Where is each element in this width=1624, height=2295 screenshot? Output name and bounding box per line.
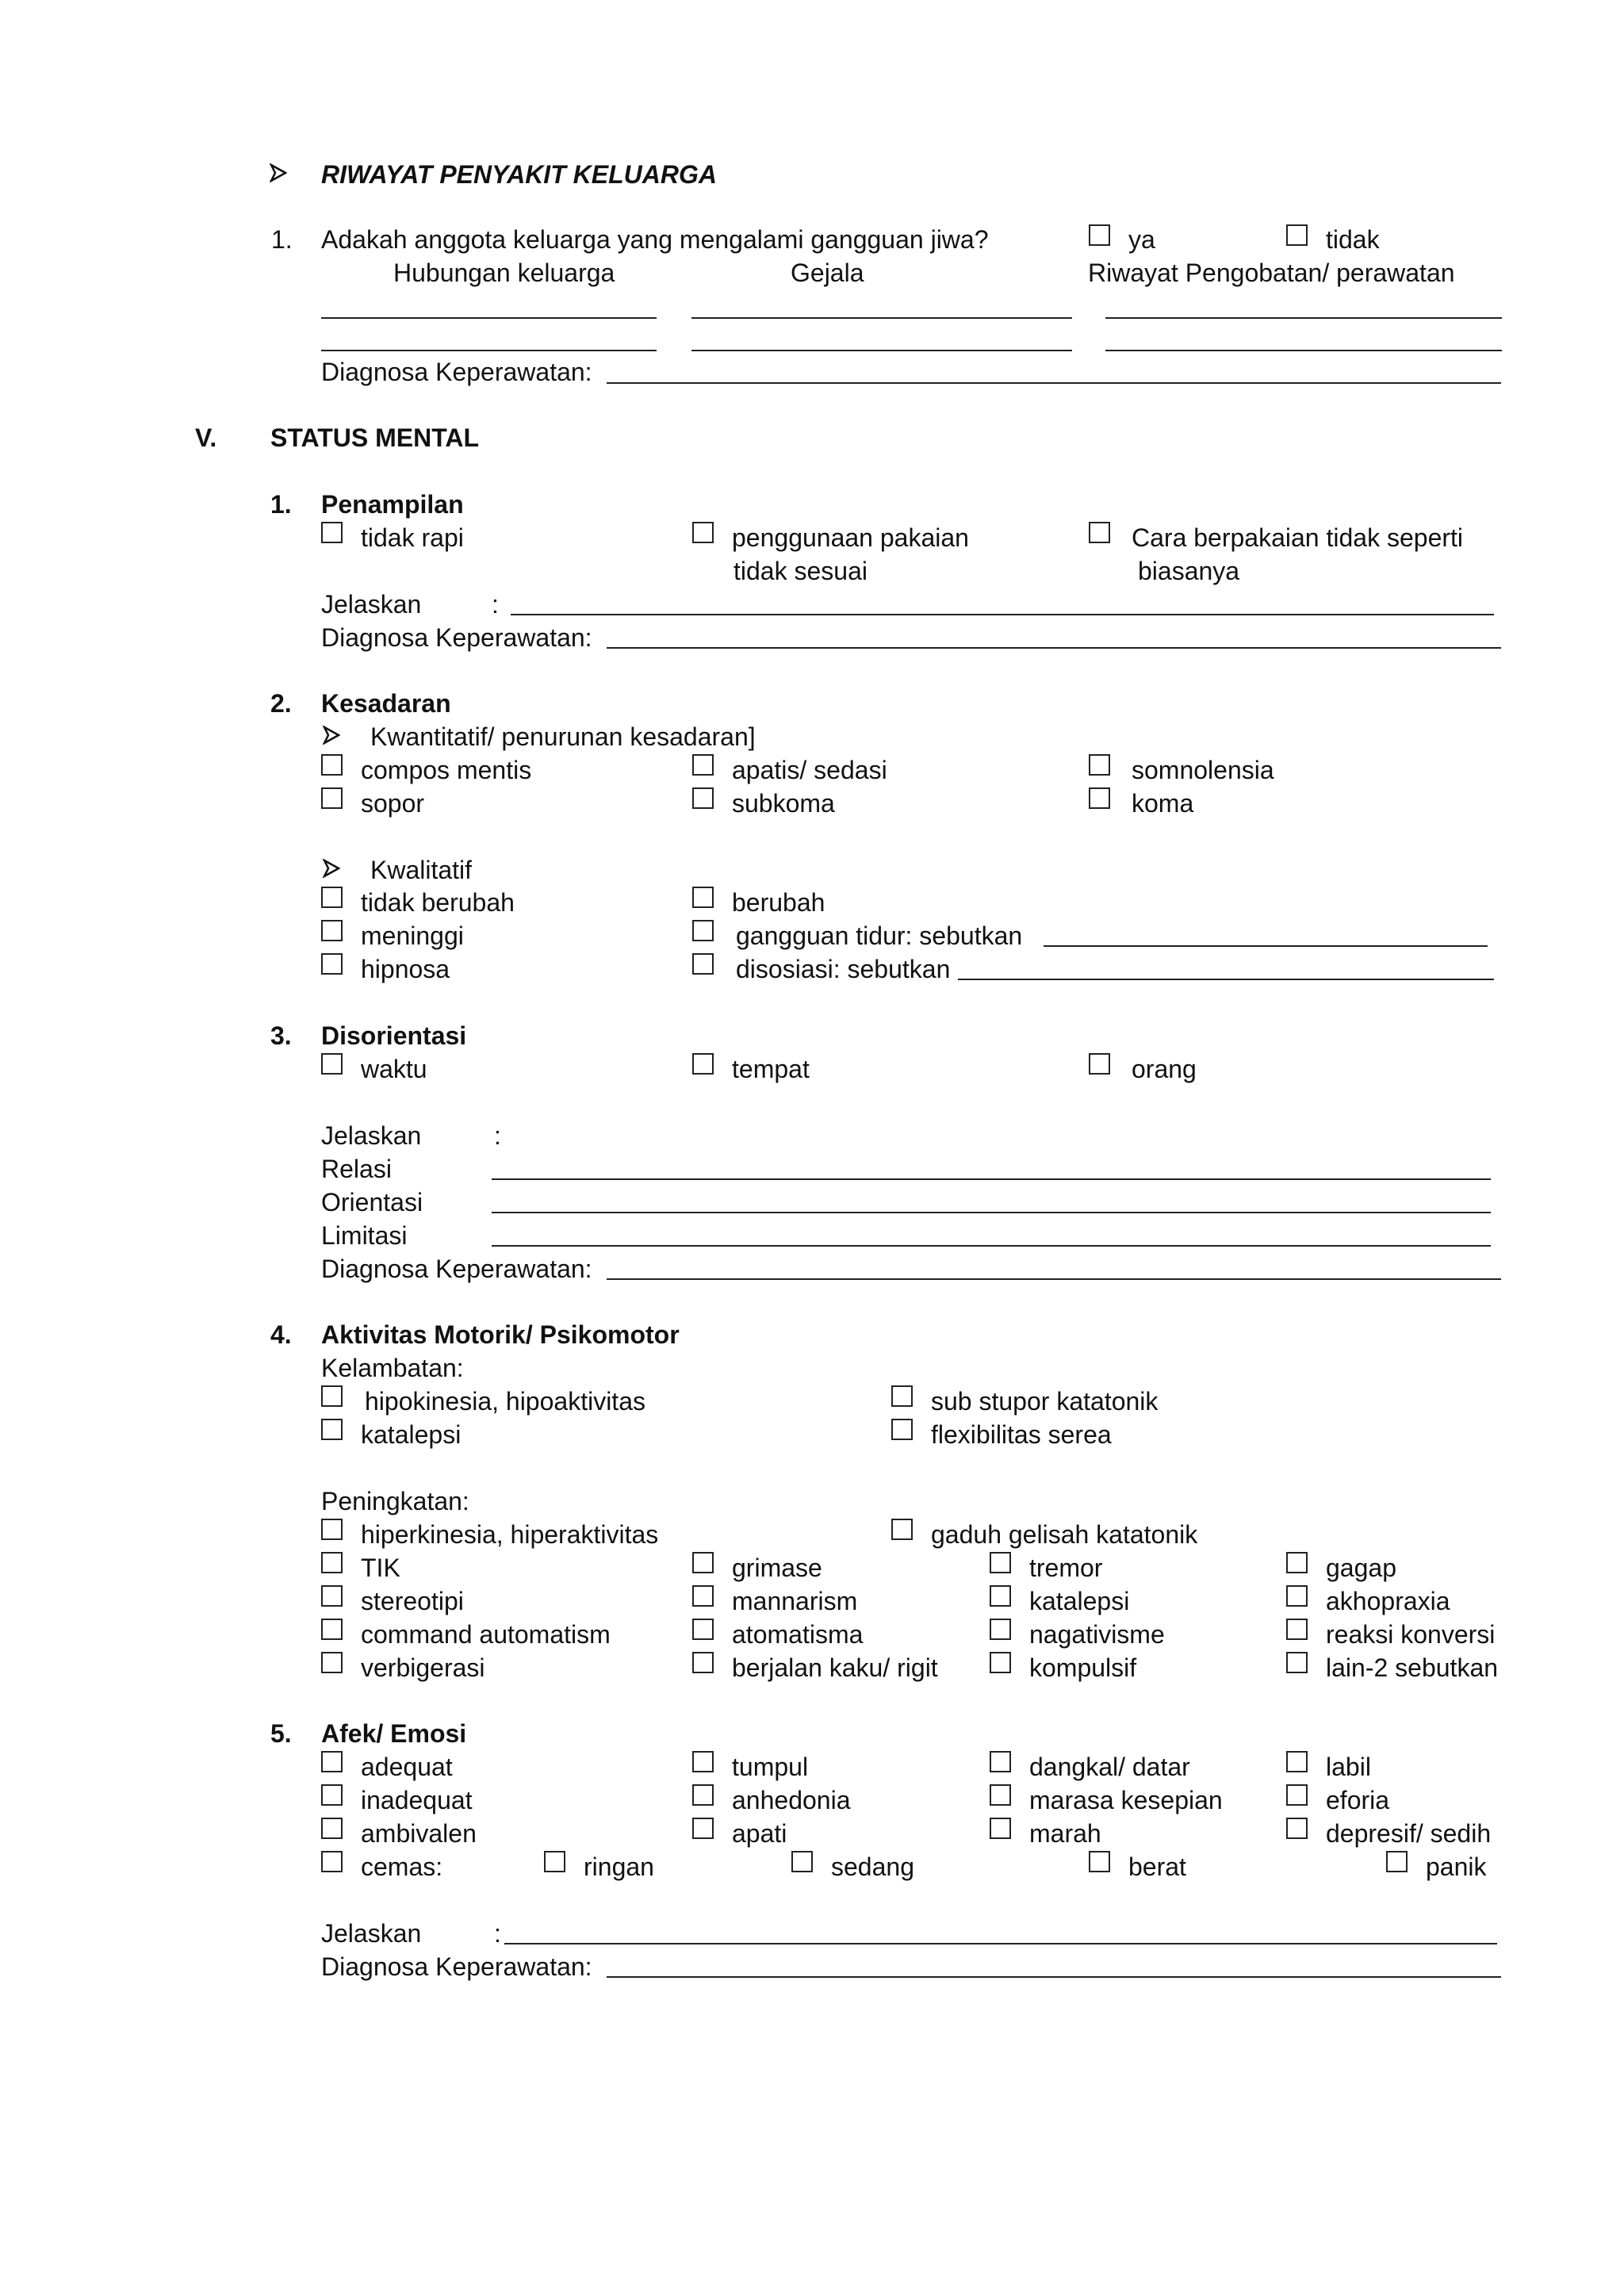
checkbox-tidak[interactable]	[1286, 224, 1308, 246]
checkbox-affect-option[interactable]	[1286, 1818, 1308, 1839]
qualitative-label: Kwalitatif	[370, 856, 473, 884]
checkbox-gaduh-gelisah[interactable]	[891, 1519, 913, 1540]
slowness-label: Kelambatan:	[321, 1354, 464, 1382]
checkbox-subkoma[interactable]	[692, 787, 714, 809]
checkbox-affect-option[interactable]	[1286, 1784, 1308, 1806]
treatment-line-1[interactable]	[1105, 317, 1502, 319]
checkbox-motor-option[interactable]	[321, 1619, 343, 1640]
label-disosiasi: disosiasi: sebutkan	[736, 955, 951, 983]
motor-option-label: reaksi konversi	[1326, 1620, 1496, 1649]
nursing-diagnosis-line[interactable]	[607, 382, 1501, 384]
section-number: V.	[195, 423, 217, 452]
motor-option-label: gagap	[1326, 1554, 1396, 1582]
checkbox-panik[interactable]	[1386, 1851, 1408, 1872]
label-tidak-rapi: tidak rapi	[361, 523, 464, 552]
checkbox-affect-option[interactable]	[321, 1818, 343, 1839]
checkbox-motor-option[interactable]	[1286, 1552, 1308, 1573]
motor-option-label: TIK	[361, 1554, 400, 1582]
checkbox-berat[interactable]	[1089, 1851, 1110, 1872]
checkbox-tempat[interactable]	[692, 1053, 714, 1075]
checkbox-gangguan-tidur[interactable]	[692, 920, 714, 941]
checkbox-waktu[interactable]	[321, 1053, 343, 1075]
affect-option-label: anhedonia	[732, 1786, 851, 1814]
checkbox-motor-option[interactable]	[321, 1585, 343, 1607]
treatment-line-2[interactable]	[1105, 350, 1502, 351]
affect-option-label: apati	[732, 1819, 787, 1848]
label-ya: ya	[1128, 225, 1155, 254]
disosiasi-line[interactable]	[958, 979, 1494, 980]
family-question: Adakah anggota keluarga yang mengalami gangguan jiwa?	[321, 225, 989, 254]
checkbox-cemas[interactable]	[321, 1851, 343, 1872]
limitasi-line[interactable]	[492, 1245, 1491, 1247]
checkbox-hipnosa[interactable]	[321, 953, 343, 975]
consciousness-title: Kesadaran	[321, 689, 451, 718]
label-ringan: ringan	[584, 1852, 654, 1881]
relationship-line-1[interactable]	[321, 317, 657, 319]
label-katalepsi-slow: katalepsi	[361, 1420, 462, 1449]
explain-label: Jelaskan	[321, 590, 422, 619]
column-header-relationship: Hubungan keluarga	[393, 259, 615, 287]
label-cemas: cemas:	[361, 1852, 443, 1881]
label-pakaian-1: penggunaan pakaian	[732, 523, 969, 552]
label-hiperkinesia: hiperkinesia, hiperaktivitas	[361, 1520, 659, 1549]
motor-option-label: atomatisma	[732, 1620, 864, 1649]
motor-option-label: lain-2 sebutkan	[1326, 1653, 1499, 1682]
explain-label: Jelaskan	[321, 1121, 422, 1150]
checkbox-motor-option[interactable]	[692, 1585, 714, 1607]
checkbox-apatis[interactable]	[692, 754, 714, 776]
checkbox-motor-option[interactable]	[1286, 1585, 1308, 1607]
affect-option-label: inadequat	[361, 1786, 473, 1814]
label-cara-berpakaian-1: Cara berpakaian tidak seperti	[1132, 523, 1464, 552]
nursing-diagnosis-line[interactable]	[607, 1278, 1501, 1280]
affect-option-label: marasa kesepian	[1029, 1786, 1223, 1814]
label-tidak-berubah: tidak berubah	[361, 888, 515, 917]
motor-option-label: akhopraxia	[1326, 1587, 1450, 1615]
label-gangguan-tidur: gangguan tidur: sebutkan	[736, 921, 1023, 950]
family-history-heading: RIWAYAT PENYAKIT KELUARGA	[321, 160, 717, 189]
checkbox-motor-option[interactable]	[1286, 1619, 1308, 1640]
label-koma: koma	[1132, 789, 1194, 818]
checkbox-sedang[interactable]	[791, 1851, 813, 1872]
checkbox-cara-berpakaian[interactable]	[1089, 522, 1110, 543]
checkbox-orang[interactable]	[1089, 1053, 1110, 1075]
checkbox-sub-stupor[interactable]	[891, 1385, 913, 1407]
affect-option-label: tumpul	[732, 1753, 809, 1781]
checkbox-affect-option[interactable]	[990, 1818, 1011, 1839]
explain-line[interactable]	[504, 1943, 1497, 1944]
label-meninggi: meninggi	[361, 921, 464, 950]
checkbox-motor-option[interactable]	[1286, 1652, 1308, 1673]
bullet-arrow-icon	[270, 163, 287, 182]
orientasi-line[interactable]	[492, 1212, 1491, 1213]
motor-option-label: grimase	[732, 1554, 822, 1582]
item-number: 5.	[270, 1719, 292, 1748]
checkbox-affect-option[interactable]	[990, 1784, 1011, 1806]
relasi-label: Relasi	[321, 1155, 392, 1183]
motor-option-label: nagativisme	[1029, 1620, 1165, 1649]
checkbox-affect-option[interactable]	[321, 1751, 343, 1772]
label-compos-mentis: compos mentis	[361, 756, 532, 784]
checkbox-katalepsi-slow[interactable]	[321, 1419, 343, 1440]
bullet-arrow-icon	[323, 859, 340, 878]
explain-colon: :	[494, 1121, 501, 1150]
nursing-diagnosis-label: Diagnosa Keperawatan:	[321, 358, 592, 386]
checkbox-tidak-berubah[interactable]	[321, 887, 343, 908]
gangguan-tidur-line[interactable]	[1044, 945, 1488, 947]
affect-option-label: depresif/ sedih	[1326, 1819, 1492, 1848]
affect-option-label: ambivalen	[361, 1819, 477, 1848]
affect-option-label: eforia	[1326, 1786, 1390, 1814]
item-number: 1.	[270, 490, 292, 519]
label-sedang: sedang	[831, 1852, 914, 1881]
affect-title: Afek/ Emosi	[321, 1719, 467, 1748]
checkbox-sopor[interactable]	[321, 787, 343, 809]
label-hipnosa: hipnosa	[361, 955, 450, 983]
checkbox-koma[interactable]	[1089, 787, 1110, 809]
orientasi-label: Orientasi	[321, 1188, 423, 1216]
label-gaduh-gelisah: gaduh gelisah katatonik	[931, 1520, 1198, 1549]
label-cara-berpakaian-2: biasanya	[1138, 557, 1240, 585]
column-header-treatment: Riwayat Pengobatan/ perawatan	[1088, 259, 1455, 287]
checkbox-affect-option[interactable]	[990, 1751, 1011, 1772]
checkbox-affect-option[interactable]	[1286, 1751, 1308, 1772]
checkbox-tidak-rapi[interactable]	[321, 522, 343, 543]
nursing-diagnosis-label: Diagnosa Keperawatan:	[321, 623, 592, 652]
label-sub-stupor: sub stupor katatonik	[931, 1387, 1159, 1416]
checkbox-hiperkinesia[interactable]	[321, 1519, 343, 1540]
affect-option-label: dangkal/ datar	[1029, 1753, 1190, 1781]
bullet-arrow-icon	[323, 726, 340, 745]
checkbox-motor-option[interactable]	[990, 1652, 1011, 1673]
explain-label: Jelaskan	[321, 1919, 422, 1948]
checkbox-hipokinesia[interactable]	[321, 1385, 343, 1407]
checkbox-ringan[interactable]	[544, 1851, 565, 1872]
checkbox-motor-option[interactable]	[692, 1652, 714, 1673]
checkbox-meninggi[interactable]	[321, 920, 343, 941]
label-somnolensia: somnolensia	[1132, 756, 1274, 784]
symptoms-line-2[interactable]	[691, 350, 1072, 351]
checkbox-motor-option[interactable]	[321, 1552, 343, 1573]
nursing-diagnosis-label: Diagnosa Keperawatan:	[321, 1952, 592, 1981]
checkbox-motor-option[interactable]	[990, 1552, 1011, 1573]
motor-option-label: katalepsi	[1029, 1587, 1130, 1615]
label-orang: orang	[1132, 1055, 1197, 1083]
nursing-diagnosis-label: Diagnosa Keperawatan:	[321, 1255, 592, 1283]
explain-line[interactable]	[511, 614, 1494, 615]
checkbox-affect-option[interactable]	[692, 1751, 714, 1772]
motor-option-label: stereotipi	[361, 1587, 464, 1615]
label-flexibilitas: flexibilitas serea	[931, 1420, 1112, 1449]
section-title: STATUS MENTAL	[270, 423, 480, 452]
label-waktu: waktu	[361, 1055, 427, 1083]
checkbox-compos-mentis[interactable]	[321, 754, 343, 776]
checkbox-affect-option[interactable]	[692, 1818, 714, 1839]
symptoms-line-1[interactable]	[691, 317, 1072, 319]
checkbox-somnolensia[interactable]	[1089, 754, 1110, 776]
checkbox-flexibilitas[interactable]	[891, 1419, 913, 1440]
explain-colon: :	[492, 590, 499, 619]
label-pakaian-2: tidak sesuai	[733, 557, 868, 585]
checkbox-motor-option[interactable]	[692, 1552, 714, 1573]
relasi-line[interactable]	[492, 1178, 1491, 1180]
motor-option-label: command automatism	[361, 1620, 611, 1649]
checkbox-affect-option[interactable]	[692, 1784, 714, 1806]
nursing-diagnosis-line[interactable]	[607, 647, 1501, 649]
label-tempat: tempat	[732, 1055, 810, 1083]
label-sopor: sopor	[361, 789, 425, 818]
motor-option-label: mannarism	[732, 1587, 858, 1615]
label-berubah: berubah	[732, 888, 825, 917]
motor-option-label: berjalan kaku/ rigit	[732, 1653, 938, 1682]
label-apatis: apatis/ sedasi	[732, 756, 887, 784]
motor-title: Aktivitas Motorik/ Psikomotor	[321, 1320, 680, 1349]
increase-label: Peningkatan:	[321, 1487, 469, 1515]
label-hipokinesia: hipokinesia, hipoaktivitas	[365, 1387, 645, 1416]
label-tidak: tidak	[1326, 225, 1380, 254]
explain-colon: :	[494, 1919, 501, 1948]
checkbox-affect-option[interactable]	[321, 1784, 343, 1806]
question-number: 1.	[271, 225, 293, 254]
label-subkoma: subkoma	[732, 789, 835, 818]
checkbox-motor-option[interactable]	[990, 1585, 1011, 1607]
checkbox-motor-option[interactable]	[321, 1652, 343, 1673]
item-number: 4.	[270, 1320, 292, 1349]
limitasi-label: Limitasi	[321, 1221, 408, 1250]
checkbox-pakaian-tidak-sesuai[interactable]	[692, 522, 714, 543]
motor-option-label: verbigerasi	[361, 1653, 485, 1682]
item-number: 3.	[270, 1021, 292, 1050]
motor-option-label: kompulsif	[1029, 1653, 1137, 1682]
label-panik: panik	[1426, 1852, 1487, 1881]
checkbox-motor-option[interactable]	[990, 1619, 1011, 1640]
item-number: 2.	[270, 689, 292, 718]
disorientation-title: Disorientasi	[321, 1021, 467, 1050]
relationship-line-2[interactable]	[321, 350, 657, 351]
appearance-title: Penampilan	[321, 490, 464, 519]
checkbox-disosiasi[interactable]	[692, 953, 714, 975]
affect-option-label: adequat	[361, 1753, 453, 1781]
affect-option-label: marah	[1029, 1819, 1101, 1848]
checkbox-berubah[interactable]	[692, 887, 714, 908]
nursing-diagnosis-line[interactable]	[607, 1976, 1501, 1978]
quantitative-label: Kwantitatif/ penurunan kesadaran]	[370, 722, 756, 751]
motor-option-label: tremor	[1029, 1554, 1103, 1582]
checkbox-ya[interactable]	[1089, 224, 1110, 246]
label-berat: berat	[1128, 1852, 1186, 1881]
checkbox-motor-option[interactable]	[692, 1619, 714, 1640]
column-header-symptoms: Gejala	[791, 259, 864, 287]
affect-option-label: labil	[1326, 1753, 1371, 1781]
